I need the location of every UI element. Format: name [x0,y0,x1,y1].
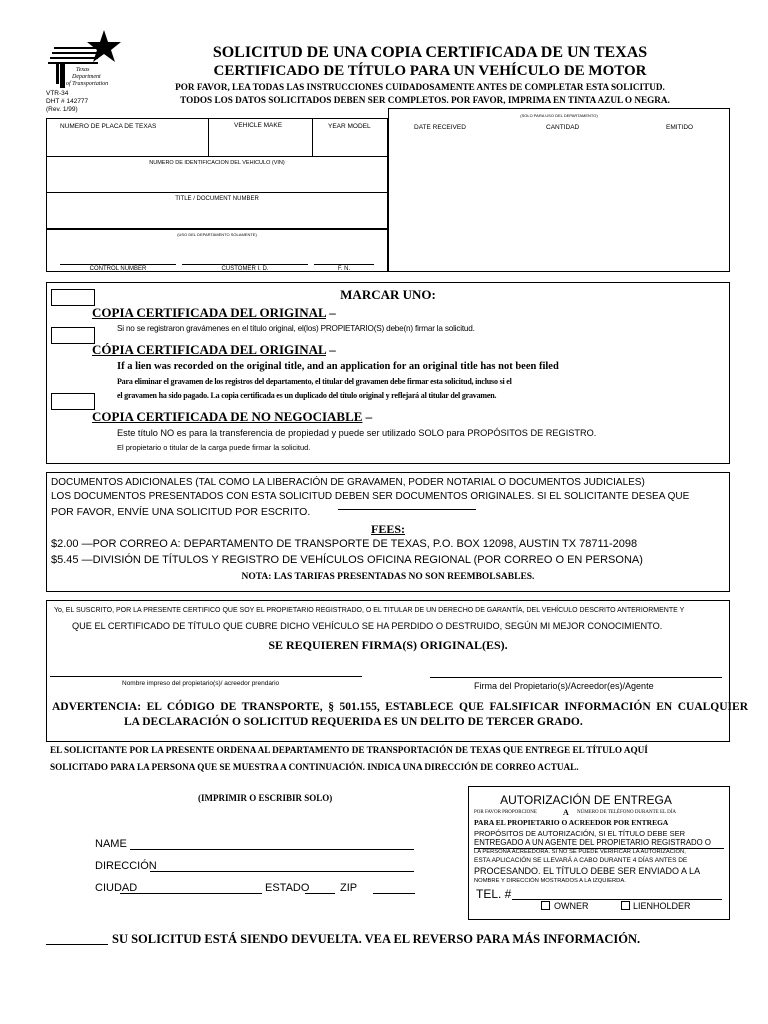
estado-label: ESTADO [265,882,310,894]
zip-label: ZIP [340,882,358,894]
name-label: NAME [95,838,127,850]
cantidad-label: CANTIDAD [546,124,580,131]
fee-regional: $5.45 —DIVISIÓN DE TÍTULOS Y REGISTRO DE VEHÍCULOS OFICINA REGIONAL (POR CORREO O EN PERSONA) [51,554,643,566]
logo-text-transportation: of Transportation [66,81,109,87]
fn-label: F. N. [337,266,351,272]
form-id [46,90,88,114]
tel-label: TEL. # [476,887,512,901]
owner-label: OWNER [554,901,589,911]
certify-line1: Yo, EL SUSCRITO, POR LA PRESENTE CERTIFICO QUE SOY EL PROPIETARIO REGISTRADO, O EL TITULAR DE UN DERECHO DE GARANTÍA, DEL VEHÍCULO DESCRITO ANTERIORMENTE Y [54,607,685,614]
title-document-field[interactable] [48,204,386,226]
option-lien-text-line3: el gravamen ha sido pagado. La copia certificada es un duplicado del título original y reflejará al titular del gravamen. [117,391,497,400]
year-model-field[interactable] [314,131,386,154]
owner-signature-label: Firma del Propietario(s)/Acreedor(es)/Agente [474,681,654,691]
auth-line1c: NÚMERO DE TELÉFONO DURANTE EL DÍA [577,810,677,815]
dept-use-box [388,108,730,272]
returned-checkline[interactable] [46,930,108,944]
option-non-negotiable-text1: Este título NO es para la transferencia de propiedad y puede ser utilizado SOLO para PROPÓSITOS DE REGISTRO. [117,428,597,438]
printed-name-field[interactable] [50,660,362,676]
vehicle-make-field[interactable] [210,131,310,154]
lienholder-checkbox[interactable] [621,901,630,910]
vehicle-make-label: VEHICLE MAKE [234,122,283,129]
vin-label: NUMERO DE IDENTIFICACION DEL VEHICULO (VIN) [149,160,285,166]
title-document-label: TITLE / DOCUMENT NUMBER [175,196,259,202]
option-original-checkbox[interactable] [51,289,95,306]
vin-field[interactable] [48,168,386,190]
auth-line1b: A [563,808,569,817]
option-non-negotiable-text2: El propietario o titular de la carga puede firmar la solicitud. [117,443,311,452]
page-title-line1: SOLICITUD DE UNA COPIA CERTIFICADA DE UN TEXAS [212,44,648,61]
auth-line4: ENTREGADO A UN AGENTE DEL PROPIETARIO REGISTRADO O [474,838,711,847]
option-original-title-text: COPIA CERTIFICADA DEL ORIGINAL [92,305,326,320]
instructions-line1: POR FAVOR, LEA TODAS LAS INSTRUCCIONES CUIDADOSAMENTE ANTES DE COMPLETAR ESTA SOLICITUD. [175,82,665,92]
address-print-label: (IMPRIMIR O ESCRIBIR SOLO) [198,793,333,803]
direccion-field[interactable] [150,858,414,872]
option-lien-checkbox[interactable] [51,327,95,344]
fee-mail: $2.00 —POR CORREO A: DEPARTAMENTO DE TRANSPORTE DE TEXAS, P.O. BOX 12098, AUSTIN TX 78711-2098 [51,538,638,550]
option-original-text: Si no se registraron gravámenes en el título original, el(los) PROPIETARIO(S) debe(n) firmar la solicitud. [117,324,475,333]
auth-line6: ESTA APLICACIÓN SE LLEVARÁ A CABO DURANTE 4 DÍAS ANTES DE [474,857,688,864]
signatures-required: SE REQUIEREN FIRMA(S) ORIGINAL(ES). [268,638,508,652]
lienholder-label: LIENHOLDER [633,901,691,911]
txdot-logo [46,28,126,90]
name-field[interactable] [130,836,414,850]
option-lien-title [92,342,336,358]
option-lien-text-english: If a lien was recorded on the original title, and an application for an original title has not been filed [117,361,559,372]
year-model-label: YEAR MODEL [328,123,371,130]
order-line1: EL SOLICITANTE POR LA PRESENTE ORDENA AL DEPARTAMENTO DE TRANSPORTACIÓN DE TEXAS QUE ENTREGE EL TÍTULO AQUÍ [50,745,648,755]
docs-line2: LOS DOCUMENTOS PRESENTADOS CON ESTA SOLICITUD DEBEN SER DOCUMENTOS ORIGINALES. SI EL SOLICITANTE DESEA QUE [51,491,690,502]
customer-id-label: CUSTOMER I. D. [221,266,269,272]
warning-line2: LA DECLARACIÓN O SOLICITUD REQUERIDA ES UN DELITO DE TERCER GRADO. [124,716,583,728]
option-original-dash: – [329,305,336,320]
warning-line1: ADVERTENCIA: EL CÓDIGO DE TRANSPORTE, § 501.155, ESTABLECE QUE FALSIFICAR INFORMACIÓN EN CUALQUIER [52,701,748,713]
emitido-label: EMITIDO [666,124,694,131]
owner-signature-field[interactable] [430,660,722,676]
owner-checkbox[interactable] [541,901,550,910]
telephone-field[interactable] [512,886,722,900]
control-number-label: CONTROL NUMBER [89,266,147,272]
estado-field[interactable] [305,880,335,894]
printed-name-label: Nombre impreso del propietario(s)/ acreedor prendario [122,680,280,687]
option-non-negotiable-title [92,409,372,425]
date-received-label: DATE RECEIVED [414,124,466,131]
auth-line3: PROPÓSITOS DE AUTORIZACIÓN, SI EL TÍTULO DEBE SER [474,829,686,838]
marcar-uno-heading: MARCAR UNO: [340,287,436,302]
logo-text-department: Department [72,74,101,80]
order-line2: SOLICITADO PARA LA PERSONA QUE SE MUESTRA A CONTINUACIÓN. INDICA UNA DIRECCIÓN DE CORREO ACTUAL. [50,762,579,772]
fees-heading: FEES: [370,522,405,536]
dept-box-header: (SOLO PARA USO DEL DEPARTAMENTO) [520,113,598,118]
auth-line2: PARA EL PROPIETARIO O ACREEDOR POR ENTREGA [474,818,669,827]
zip-field[interactable] [373,880,415,894]
auth-line5: LA PERSONA ACREEDORA. SI NO SE PUEDE VERIFICAR LA AUTORIZACIÓN, [474,849,686,855]
option-lien-dash: – [329,342,336,357]
form-code: VTR-34 [46,90,69,97]
direccion-label: DIRECCIÓN [95,860,157,872]
ciudad-field[interactable] [134,880,262,894]
plate-number-label: NUMERO DE PLACA DE TEXAS [60,123,157,130]
logo-text-texas: Texas [76,67,90,73]
returned-notice: SU SOLICITUD ESTÁ SIENDO DEVUELTA. VEA EL REVERSO PARA MÁS INFORMACIÓN. [112,932,641,946]
form-dht: DHT # 142777 [46,98,89,105]
instructions-line2: TODOS LOS DATOS SOLICITADOS DEBEN SER COMPLETOS. POR FAVOR, IMPRIMA EN TINTA AZUL O NEGRA. [180,95,670,105]
page-title-line2: CERTIFICADO DE TÍTULO PARA UN VEHÍCULO DE MOTOR [213,63,647,79]
auth-title: AUTORIZACIÓN DE ENTREGA [500,793,672,807]
form-rev: (Rev. 1/99) [46,106,78,113]
option-non-negotiable-title-text: COPIA CERTIFICADA DE NO NEGOCIABLE [92,409,363,424]
dept-use-label: (USO DEL DEPARTAMENTO SOLAMENTE) [177,232,257,237]
option-non-negotiable-checkbox[interactable] [51,393,95,410]
option-non-negotiable-dash: – [365,409,373,424]
option-lien-title-text: CÓPIA CERTIFICADA DEL ORIGINAL [92,342,326,357]
option-lien-text-line2: Para eliminar el gravamen de los registros del departamento, el titular del gravamen debe firmar esta solicitud, incluso si el [117,377,512,386]
docs-line1: DOCUMENTOS ADICIONALES (TAL COMO LA LIBERACIÓN DE GRAVAMEN, PODER NOTARIAL O DOCUMENTOS JUDICIALES) [51,477,645,488]
auth-line8: NOMBRE Y DIRECCIÓN MOSTRADOS A LA IZQUIERDA. [474,878,626,884]
option-original-title [92,305,336,321]
docs-line3: POR FAVOR, ENVÍE UNA SOLICITUD POR ESCRITO. [51,506,311,518]
plate-number-field[interactable] [48,131,206,154]
ciudad-label: CIUDAD [95,882,138,894]
auth-line7: PROCESANDO. EL TÍTULO DEBE SER ENVIADO A LA [474,866,701,876]
auth-line1a: POR FAVOR PROPORCIONE [474,810,537,815]
fees-note: NOTA: LAS TARIFAS PRESENTADAS NO SON REEMBOLSABLES. [241,572,535,582]
certify-line2: QUE EL CERTIFICADO DE TÍTULO QUE CUBRE DICHO VEHÍCULO SE HA PERDIDO O DESTRUIDO, SEGÚN MI MEJOR CONOCIMIENTO. [72,621,663,631]
